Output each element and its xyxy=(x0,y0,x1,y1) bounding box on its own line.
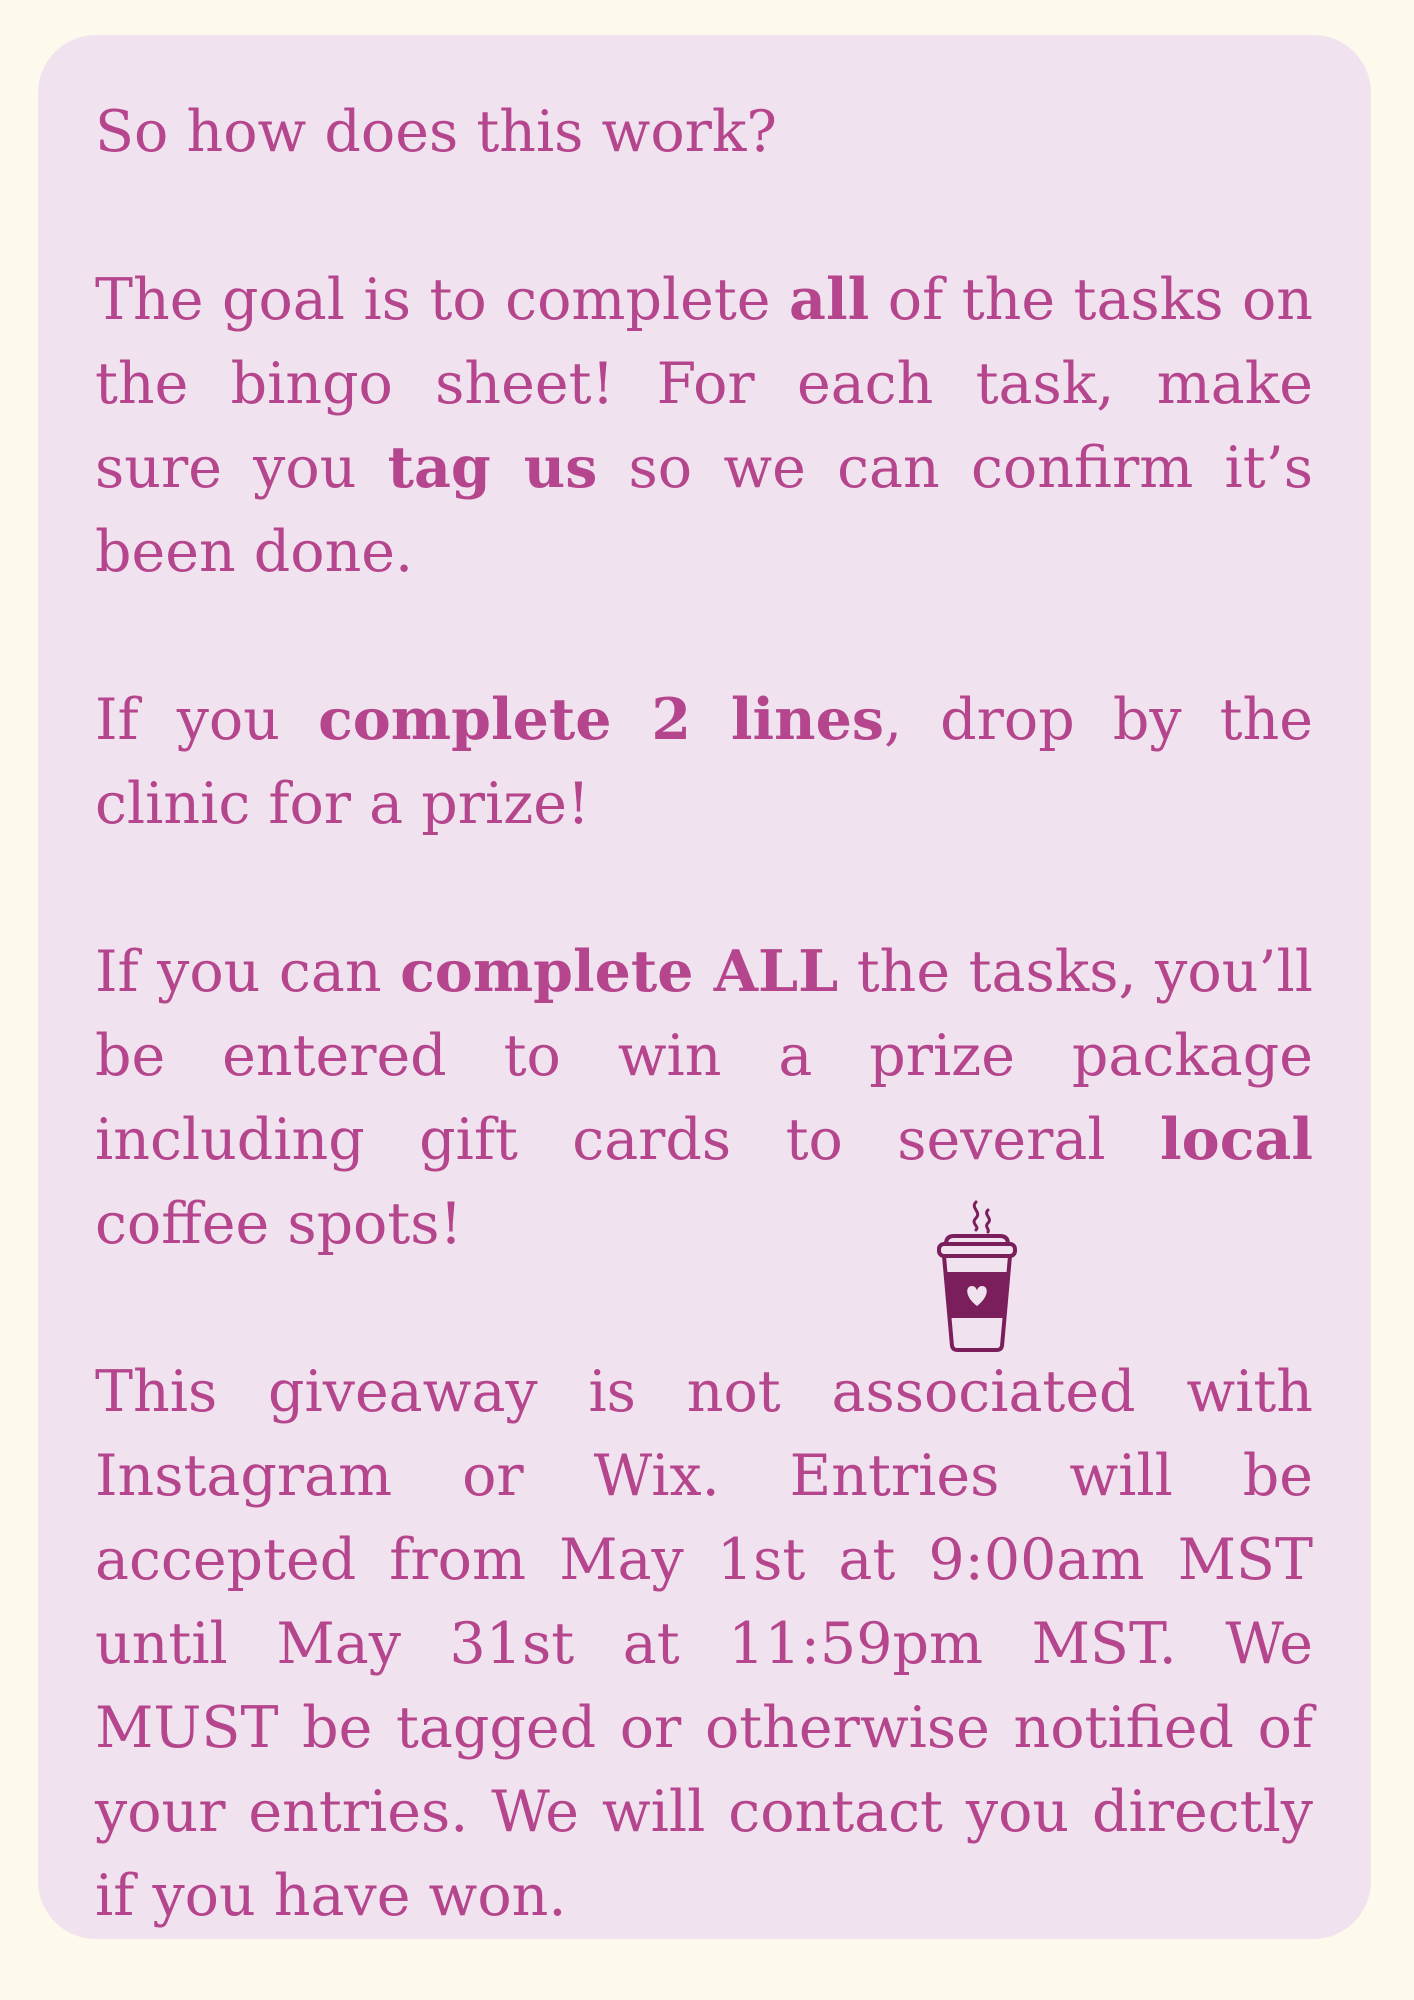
text: If you xyxy=(95,687,319,753)
paragraph-goal xyxy=(95,258,1313,594)
paragraph-all-tasks xyxy=(95,930,1313,1266)
heading: So how does this work? xyxy=(95,99,777,165)
emphasis-local: local xyxy=(1160,1106,1313,1173)
emphasis-tag-us: tag us xyxy=(387,434,598,501)
text: The goal is to complete xyxy=(95,267,790,333)
paragraph-two-lines xyxy=(95,678,1313,846)
coffee-cup-heart-icon xyxy=(932,1200,1022,1352)
text: so we can confirm it’s been done. xyxy=(95,435,1313,585)
text: , drop by the clinic for a prize! xyxy=(95,687,1313,837)
emphasis-all: all xyxy=(789,266,870,333)
emphasis-complete-all: complete ALL xyxy=(400,938,839,1005)
rules-content xyxy=(95,90,1313,1938)
text: the tasks, you’ll be entered to win a prize package including gift cards to several xyxy=(95,939,1313,1173)
emphasis-complete-2-lines: complete 2 lines xyxy=(318,686,884,753)
paragraph-disclaimer: This giveaway is not associated with Instagram or Wix. Entries will be accepted from May 1st at 9:00am MST until May 31st at 11:59pm MST. We MUST be tagged or otherwise notified of your entries. We will contact you directly if you have won. xyxy=(95,1359,1313,1929)
text: If you can xyxy=(95,939,401,1005)
text: coffee spots! xyxy=(95,1191,463,1257)
text: of the tasks on the bingo sheet! For each task, make sure you xyxy=(95,267,1313,501)
